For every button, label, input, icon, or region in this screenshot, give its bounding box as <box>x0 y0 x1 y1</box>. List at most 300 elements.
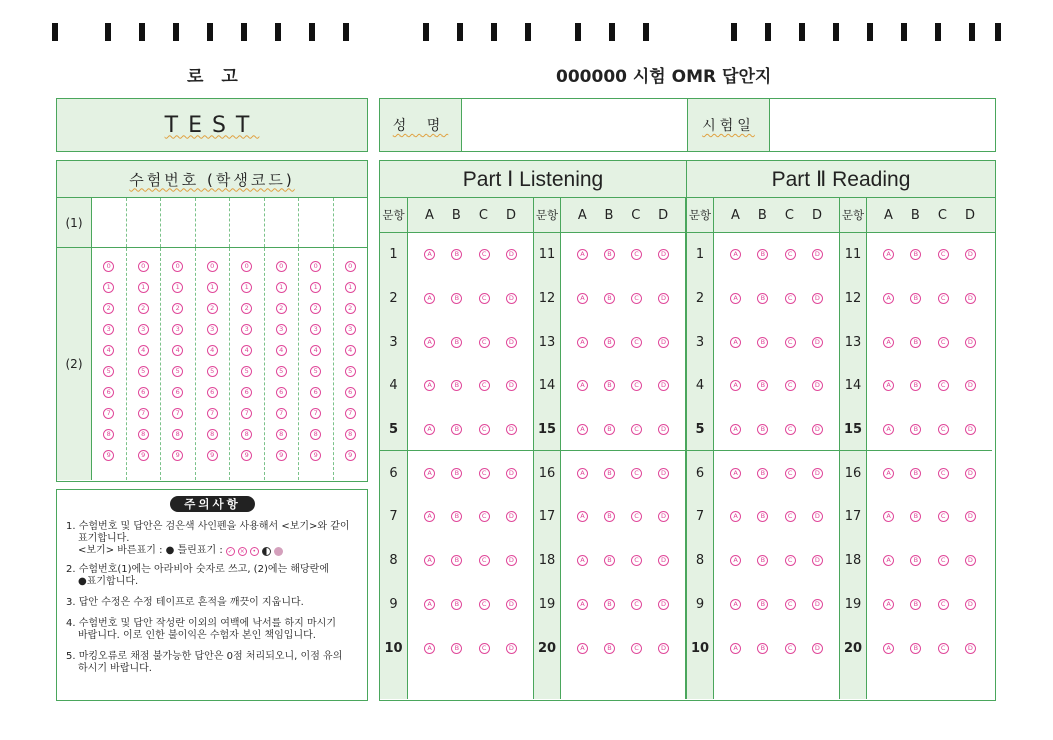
answer-bubble[interactable]: B <box>604 337 615 348</box>
id-digit-box[interactable] <box>196 198 231 247</box>
answer-bubble[interactable]: A <box>883 249 894 260</box>
answer-bubble[interactable]: D <box>506 511 517 522</box>
answer-bubble[interactable]: B <box>604 599 615 610</box>
answer-bubble[interactable]: C <box>938 599 949 610</box>
answer-bubble[interactable]: B <box>604 424 615 435</box>
id-digit-box[interactable] <box>161 198 196 247</box>
answer-bubble[interactable]: B <box>757 599 768 610</box>
answer-bubble[interactable]: A <box>730 555 741 566</box>
choice-headers <box>561 198 686 232</box>
question-number: 8 <box>695 553 705 569</box>
id-bubble[interactable]: 2 <box>345 303 356 314</box>
wrong-mark-light-icon <box>274 547 283 556</box>
id-bubble[interactable]: 7 <box>276 408 287 419</box>
answer-bubble[interactable]: D <box>506 555 517 566</box>
answer-bubble[interactable]: A <box>883 424 894 435</box>
answer-bubble[interactable]: D <box>965 511 976 522</box>
id-bubble[interactable]: 0 <box>345 261 356 272</box>
id-bubble[interactable]: 5 <box>241 366 252 377</box>
answer-bubble[interactable]: C <box>631 424 642 435</box>
answer-bubble[interactable]: C <box>631 249 642 260</box>
answer-bubble[interactable]: C <box>785 555 796 566</box>
answer-bubble[interactable]: A <box>883 380 894 391</box>
answer-bubble[interactable]: C <box>938 249 949 260</box>
id-bubble[interactable]: 0 <box>207 261 218 272</box>
id-bubble[interactable]: 0 <box>241 261 252 272</box>
answer-bubble[interactable]: C <box>938 468 949 479</box>
answer-bubble[interactable]: A <box>883 511 894 522</box>
answer-bubble[interactable]: C <box>785 249 796 260</box>
answer-bubble[interactable]: B <box>757 555 768 566</box>
answer-bubble[interactable]: D <box>965 555 976 566</box>
id-digit-column <box>196 248 231 480</box>
id-bubble[interactable]: 5 <box>138 366 149 377</box>
answer-row <box>867 451 992 495</box>
id-bubble[interactable]: 2 <box>276 303 287 314</box>
timing-mark <box>731 23 737 41</box>
id-bubble[interactable]: 4 <box>276 345 287 356</box>
date-label-cell <box>688 99 770 151</box>
answer-bubble[interactable]: A <box>883 468 894 479</box>
answer-bubble[interactable]: C <box>631 337 642 348</box>
answer-bubble[interactable]: C <box>631 380 642 391</box>
answer-bubble[interactable]: B <box>757 337 768 348</box>
answer-bubble[interactable]: C <box>938 555 949 566</box>
answer-bubble[interactable]: A <box>577 337 588 348</box>
id-bubble[interactable]: 1 <box>103 282 114 293</box>
answer-bubble[interactable]: A <box>730 599 741 610</box>
answer-bubble[interactable]: D <box>658 599 669 610</box>
question-number: 4 <box>389 378 398 394</box>
id-digit-box[interactable] <box>230 198 265 247</box>
answer-bubble[interactable]: C <box>938 293 949 304</box>
answer-bubble[interactable]: C <box>785 424 796 435</box>
id-bubble[interactable]: 2 <box>103 303 114 314</box>
id-bubble[interactable]: 2 <box>138 303 149 314</box>
id-bubble[interactable]: 5 <box>345 366 356 377</box>
answer-bubble[interactable]: D <box>965 380 976 391</box>
answer-bubble[interactable]: D <box>812 380 823 391</box>
answer-bubble[interactable]: B <box>451 511 462 522</box>
timing-mark <box>867 23 873 41</box>
answer-bubble[interactable]: A <box>577 643 588 654</box>
id-bubble[interactable]: 5 <box>276 366 287 377</box>
id-digit-box[interactable] <box>334 198 368 247</box>
question-number: 19 <box>844 596 862 612</box>
id-bubble[interactable]: 9 <box>207 450 218 461</box>
answer-bubble[interactable]: C <box>938 643 949 654</box>
answer-bubble[interactable]: A <box>424 511 435 522</box>
answer-bubble[interactable]: C <box>785 511 796 522</box>
question-number: 9 <box>389 596 398 612</box>
answer-bubble[interactable]: C <box>785 293 796 304</box>
answer-bubble[interactable]: C <box>785 643 796 654</box>
id-bubble[interactable]: 5 <box>103 366 114 377</box>
answer-bubble[interactable]: C <box>479 249 490 260</box>
answer-bubble[interactable]: B <box>604 380 615 391</box>
answer-bubble[interactable]: A <box>730 249 741 260</box>
answer-bubble[interactable]: A <box>577 293 588 304</box>
id-bubble[interactable]: 7 <box>207 408 218 419</box>
id-bubble[interactable]: 9 <box>345 450 356 461</box>
answer-bubble[interactable]: D <box>506 249 517 260</box>
answer-row <box>561 408 685 452</box>
answer-bubble[interactable]: A <box>730 380 741 391</box>
answer-bubble[interactable]: B <box>757 380 768 391</box>
timing-mark <box>969 23 975 41</box>
answer-bubble[interactable]: B <box>910 249 921 260</box>
id-bubble[interactable]: 8 <box>276 429 287 440</box>
question-number: 18 <box>844 553 862 569</box>
answer-bubble[interactable]: B <box>604 249 615 260</box>
answer-bubble[interactable]: A <box>883 337 894 348</box>
answer-row <box>408 364 533 408</box>
answer-bubble[interactable]: B <box>910 424 921 435</box>
answer-bubble[interactable]: A <box>577 555 588 566</box>
answer-bubble[interactable]: D <box>965 337 976 348</box>
id-bubble[interactable]: 4 <box>310 345 321 356</box>
answer-bubble[interactable]: C <box>785 380 796 391</box>
bubble-column <box>867 233 992 699</box>
id-digit-box[interactable] <box>265 198 300 247</box>
answer-bubble[interactable]: B <box>604 468 615 479</box>
answer-bubble[interactable]: B <box>910 293 921 304</box>
answer-bubble[interactable]: A <box>424 337 435 348</box>
id-bubble[interactable]: 1 <box>241 282 252 293</box>
answer-bubble[interactable]: A <box>424 293 435 304</box>
answer-bubble[interactable]: C <box>479 555 490 566</box>
question-number: 7 <box>695 509 705 525</box>
id-digit-column <box>127 248 162 480</box>
answer-bubble[interactable]: B <box>451 424 462 435</box>
id-bubble[interactable]: 3 <box>207 324 218 335</box>
answer-bubble[interactable]: C <box>938 424 949 435</box>
answer-bubble[interactable]: B <box>757 643 768 654</box>
answer-row <box>867 495 992 539</box>
id-bubble[interactable]: 0 <box>103 261 114 272</box>
id-bubble[interactable]: 4 <box>138 345 149 356</box>
id-bubble[interactable]: 1 <box>345 282 356 293</box>
answer-bubble[interactable]: D <box>506 424 517 435</box>
answer-bubble[interactable]: A <box>577 424 588 435</box>
answer-bubble[interactable]: B <box>757 293 768 304</box>
answer-bubble[interactable]: C <box>631 293 642 304</box>
answer-bubble[interactable]: D <box>658 249 669 260</box>
answer-bubble[interactable]: D <box>965 293 976 304</box>
answer-bubble[interactable]: A <box>424 249 435 260</box>
id-bubble[interactable]: 0 <box>138 261 149 272</box>
answer-bubble[interactable]: D <box>812 424 823 435</box>
answer-bubble[interactable]: C <box>785 468 796 479</box>
answer-bubble[interactable]: C <box>479 380 490 391</box>
id-bubble[interactable]: 4 <box>345 345 356 356</box>
timing-mark <box>525 23 531 41</box>
timing-mark <box>935 23 941 41</box>
answer-bubble[interactable]: D <box>812 555 823 566</box>
id-bubble[interactable]: 6 <box>103 387 114 398</box>
answer-bubble[interactable]: D <box>812 337 823 348</box>
answer-bubble[interactable]: A <box>730 337 741 348</box>
answer-bubble[interactable]: C <box>479 511 490 522</box>
answer-bubble[interactable]: D <box>812 293 823 304</box>
question-number: 15 <box>840 408 866 452</box>
answer-bubble[interactable]: D <box>658 337 669 348</box>
answer-bubble[interactable]: D <box>658 468 669 479</box>
id-bubble[interactable]: 6 <box>310 387 321 398</box>
answer-bubble[interactable]: D <box>965 424 976 435</box>
answer-bubble[interactable]: A <box>424 643 435 654</box>
answer-bubble[interactable]: C <box>938 380 949 391</box>
id-bubble[interactable]: 0 <box>172 261 183 272</box>
id-bubble[interactable]: 4 <box>207 345 218 356</box>
answer-bubble[interactable]: B <box>604 511 615 522</box>
answer-bubble[interactable]: B <box>757 511 768 522</box>
id-bubble[interactable]: 3 <box>276 324 287 335</box>
date-field[interactable] <box>770 99 995 151</box>
id-bubble[interactable]: 8 <box>172 429 183 440</box>
id-bubble[interactable]: 8 <box>138 429 149 440</box>
question-number: 2 <box>695 291 705 307</box>
answer-bubble[interactable]: A <box>883 293 894 304</box>
id-bubble[interactable]: 8 <box>241 429 252 440</box>
id-bubble[interactable]: 1 <box>310 282 321 293</box>
id-bubble[interactable]: 9 <box>103 450 114 461</box>
answer-bubble[interactable]: B <box>910 511 921 522</box>
answer-bubble[interactable]: D <box>506 337 517 348</box>
answer-bubble[interactable]: D <box>965 468 976 479</box>
question-number: 5 <box>380 408 407 452</box>
choice-header: A <box>884 207 893 223</box>
id-bubble[interactable]: 9 <box>310 450 321 461</box>
answer-bubble[interactable]: C <box>631 555 642 566</box>
answer-bubble[interactable]: B <box>604 555 615 566</box>
answer-bubble[interactable]: D <box>812 468 823 479</box>
id-bubble[interactable]: 7 <box>241 408 252 419</box>
choice-header: B <box>604 207 614 223</box>
id-bubble[interactable]: 7 <box>345 408 356 419</box>
id-bubble[interactable]: 1 <box>207 282 218 293</box>
answer-bubble[interactable]: B <box>451 337 462 348</box>
id-bubble[interactable]: 3 <box>103 324 114 335</box>
answer-bubble[interactable]: C <box>938 337 949 348</box>
id-bubble[interactable]: 6 <box>241 387 252 398</box>
answer-bubble[interactable]: C <box>479 468 490 479</box>
answer-bubble[interactable]: D <box>812 249 823 260</box>
note-example <box>66 545 359 557</box>
answer-bubble[interactable]: B <box>757 424 768 435</box>
answer-bubble[interactable]: D <box>506 380 517 391</box>
answer-bubble[interactable]: D <box>965 599 976 610</box>
answer-bubble[interactable]: D <box>658 424 669 435</box>
answer-bubble[interactable]: B <box>757 468 768 479</box>
answer-bubble[interactable]: A <box>424 599 435 610</box>
answer-row <box>561 626 685 670</box>
answer-bubble[interactable]: D <box>658 293 669 304</box>
answer-bubble[interactable]: D <box>658 555 669 566</box>
answer-bubble[interactable]: C <box>785 599 796 610</box>
answer-bubble[interactable]: A <box>577 599 588 610</box>
answer-bubble[interactable]: C <box>479 337 490 348</box>
answer-bubble[interactable]: A <box>730 293 741 304</box>
answer-bubble[interactable]: A <box>577 468 588 479</box>
note-2 <box>66 564 359 588</box>
id-bubble[interactable]: 9 <box>241 450 252 461</box>
answer-bubble[interactable]: B <box>910 468 921 479</box>
answer-bubble[interactable]: C <box>631 599 642 610</box>
note-text: 2. 수험번호(1)에는 아라비아 숫자로 쓰고, (2)에는 해당란에 <box>66 564 329 575</box>
id-bubble[interactable]: 9 <box>276 450 287 461</box>
answer-bubble[interactable]: A <box>883 643 894 654</box>
id-bubble[interactable]: 3 <box>241 324 252 335</box>
name-label: 성 명 <box>392 118 449 134</box>
id-bubble[interactable]: 1 <box>276 282 287 293</box>
question-number: 3 <box>389 334 398 350</box>
id-bubble[interactable]: 7 <box>138 408 149 419</box>
answer-bubble[interactable]: C <box>631 511 642 522</box>
answer-bubble[interactable]: B <box>604 643 615 654</box>
id-bubble[interactable]: 8 <box>345 429 356 440</box>
name-field[interactable] <box>462 99 688 151</box>
id-bubble[interactable]: 8 <box>103 429 114 440</box>
answer-bubble[interactable]: D <box>506 599 517 610</box>
id-bubble[interactable]: 8 <box>207 429 218 440</box>
answer-bubble[interactable]: C <box>479 293 490 304</box>
answer-bubble[interactable]: B <box>757 249 768 260</box>
answer-bubble[interactable]: D <box>658 380 669 391</box>
answer-row <box>408 583 533 627</box>
answer-bubble[interactable]: C <box>479 424 490 435</box>
id-digit-box[interactable] <box>92 198 127 247</box>
answer-bubble[interactable]: B <box>910 337 921 348</box>
answer-bubble[interactable]: D <box>812 599 823 610</box>
id-bubble[interactable]: 1 <box>172 282 183 293</box>
answer-bubble[interactable]: D <box>965 643 976 654</box>
answer-bubble[interactable]: B <box>604 293 615 304</box>
id-bubble[interactable]: 6 <box>207 387 218 398</box>
answer-bubble[interactable]: B <box>910 380 921 391</box>
id-bubble[interactable]: 7 <box>310 408 321 419</box>
answer-bubble[interactable]: B <box>451 643 462 654</box>
answer-bubble[interactable]: A <box>424 468 435 479</box>
id-bubble[interactable]: 2 <box>310 303 321 314</box>
id-bubble[interactable]: 4 <box>172 345 183 356</box>
answer-bubble[interactable]: B <box>451 468 462 479</box>
id-bubble[interactable]: 3 <box>172 324 183 335</box>
id-bubble[interactable]: 4 <box>241 345 252 356</box>
answer-bubble[interactable]: A <box>424 380 435 391</box>
id-bubble[interactable]: 6 <box>276 387 287 398</box>
id-bubble[interactable]: 5 <box>207 366 218 377</box>
answer-bubble[interactable]: B <box>451 599 462 610</box>
id-bubble[interactable]: 5 <box>310 366 321 377</box>
choice-header: C <box>478 207 488 223</box>
answer-bubble[interactable]: B <box>910 643 921 654</box>
answer-bubble[interactable]: B <box>451 380 462 391</box>
answer-bubble[interactable]: A <box>424 424 435 435</box>
id-bubble[interactable]: 6 <box>138 387 149 398</box>
answer-bubble[interactable]: A <box>730 511 741 522</box>
id-bubble[interactable]: 7 <box>172 408 183 419</box>
answer-bubble[interactable]: A <box>730 468 741 479</box>
answer-bubble[interactable]: D <box>812 511 823 522</box>
q-number-header: 문항 <box>380 198 408 232</box>
id-digit-box[interactable] <box>127 198 162 247</box>
id-bubble[interactable]: 2 <box>241 303 252 314</box>
answer-bubble[interactable]: C <box>479 599 490 610</box>
id-bubble[interactable]: 9 <box>172 450 183 461</box>
answer-bubble[interactable]: D <box>658 643 669 654</box>
answer-bubble[interactable]: D <box>965 249 976 260</box>
answer-bubble[interactable]: C <box>938 511 949 522</box>
id-bubble[interactable]: 7 <box>103 408 114 419</box>
question-number: 6 <box>695 465 705 481</box>
answer-bubble[interactable]: A <box>424 555 435 566</box>
answer-bubble[interactable]: A <box>883 555 894 566</box>
id-bubble[interactable]: 3 <box>345 324 356 335</box>
answer-bubble[interactable]: B <box>451 293 462 304</box>
answer-bubble[interactable]: D <box>506 468 517 479</box>
answer-bubble[interactable]: C <box>785 337 796 348</box>
id-bubble[interactable]: 0 <box>276 261 287 272</box>
id-bubble[interactable]: 0 <box>310 261 321 272</box>
answer-bubble[interactable]: A <box>730 643 741 654</box>
q-number-header: 문항 <box>839 198 867 232</box>
answer-bubble[interactable]: B <box>910 599 921 610</box>
choice-header: D <box>811 207 822 223</box>
row1-label: (1) <box>57 198 92 247</box>
answer-bubble[interactable]: D <box>506 293 517 304</box>
answer-row <box>561 320 685 364</box>
id-bubble[interactable]: 2 <box>207 303 218 314</box>
answer-row <box>714 583 839 627</box>
answer-row <box>561 539 685 583</box>
answer-bubble[interactable]: B <box>451 555 462 566</box>
id-digit-box[interactable] <box>299 198 334 247</box>
answer-bubble[interactable]: B <box>451 249 462 260</box>
answer-bubble[interactable]: B <box>910 555 921 566</box>
q-number-column <box>686 233 714 699</box>
answer-bubble[interactable]: D <box>658 511 669 522</box>
id-bubble[interactable]: 8 <box>310 429 321 440</box>
id-bubble[interactable]: 3 <box>310 324 321 335</box>
id-bubble[interactable]: 9 <box>138 450 149 461</box>
question-number: 16 <box>844 465 862 481</box>
answer-bubble[interactable]: C <box>631 643 642 654</box>
id-bubble[interactable]: 1 <box>138 282 149 293</box>
id-bubble[interactable]: 2 <box>172 303 183 314</box>
id-bubble[interactable]: 3 <box>138 324 149 335</box>
answer-bubble[interactable]: A <box>577 249 588 260</box>
choice-headers <box>867 198 992 232</box>
id-bubble[interactable]: 6 <box>172 387 183 398</box>
answer-bubble[interactable]: C <box>479 643 490 654</box>
answer-bubble[interactable]: D <box>812 643 823 654</box>
id-bubble[interactable]: 5 <box>172 366 183 377</box>
answer-bubble[interactable]: D <box>506 643 517 654</box>
id-bubble[interactable]: 6 <box>345 387 356 398</box>
answer-bubble[interactable]: C <box>631 468 642 479</box>
id-bubble[interactable]: 4 <box>103 345 114 356</box>
answer-bubble[interactable]: A <box>577 511 588 522</box>
timing-mark <box>765 23 771 41</box>
answer-bubble[interactable]: A <box>883 599 894 610</box>
answer-bubble[interactable]: A <box>577 380 588 391</box>
answer-row <box>867 539 992 583</box>
answer-bubble[interactable]: A <box>730 424 741 435</box>
question-number: 15 <box>534 408 560 452</box>
bubble-column <box>561 233 686 699</box>
answer-row <box>408 233 533 277</box>
